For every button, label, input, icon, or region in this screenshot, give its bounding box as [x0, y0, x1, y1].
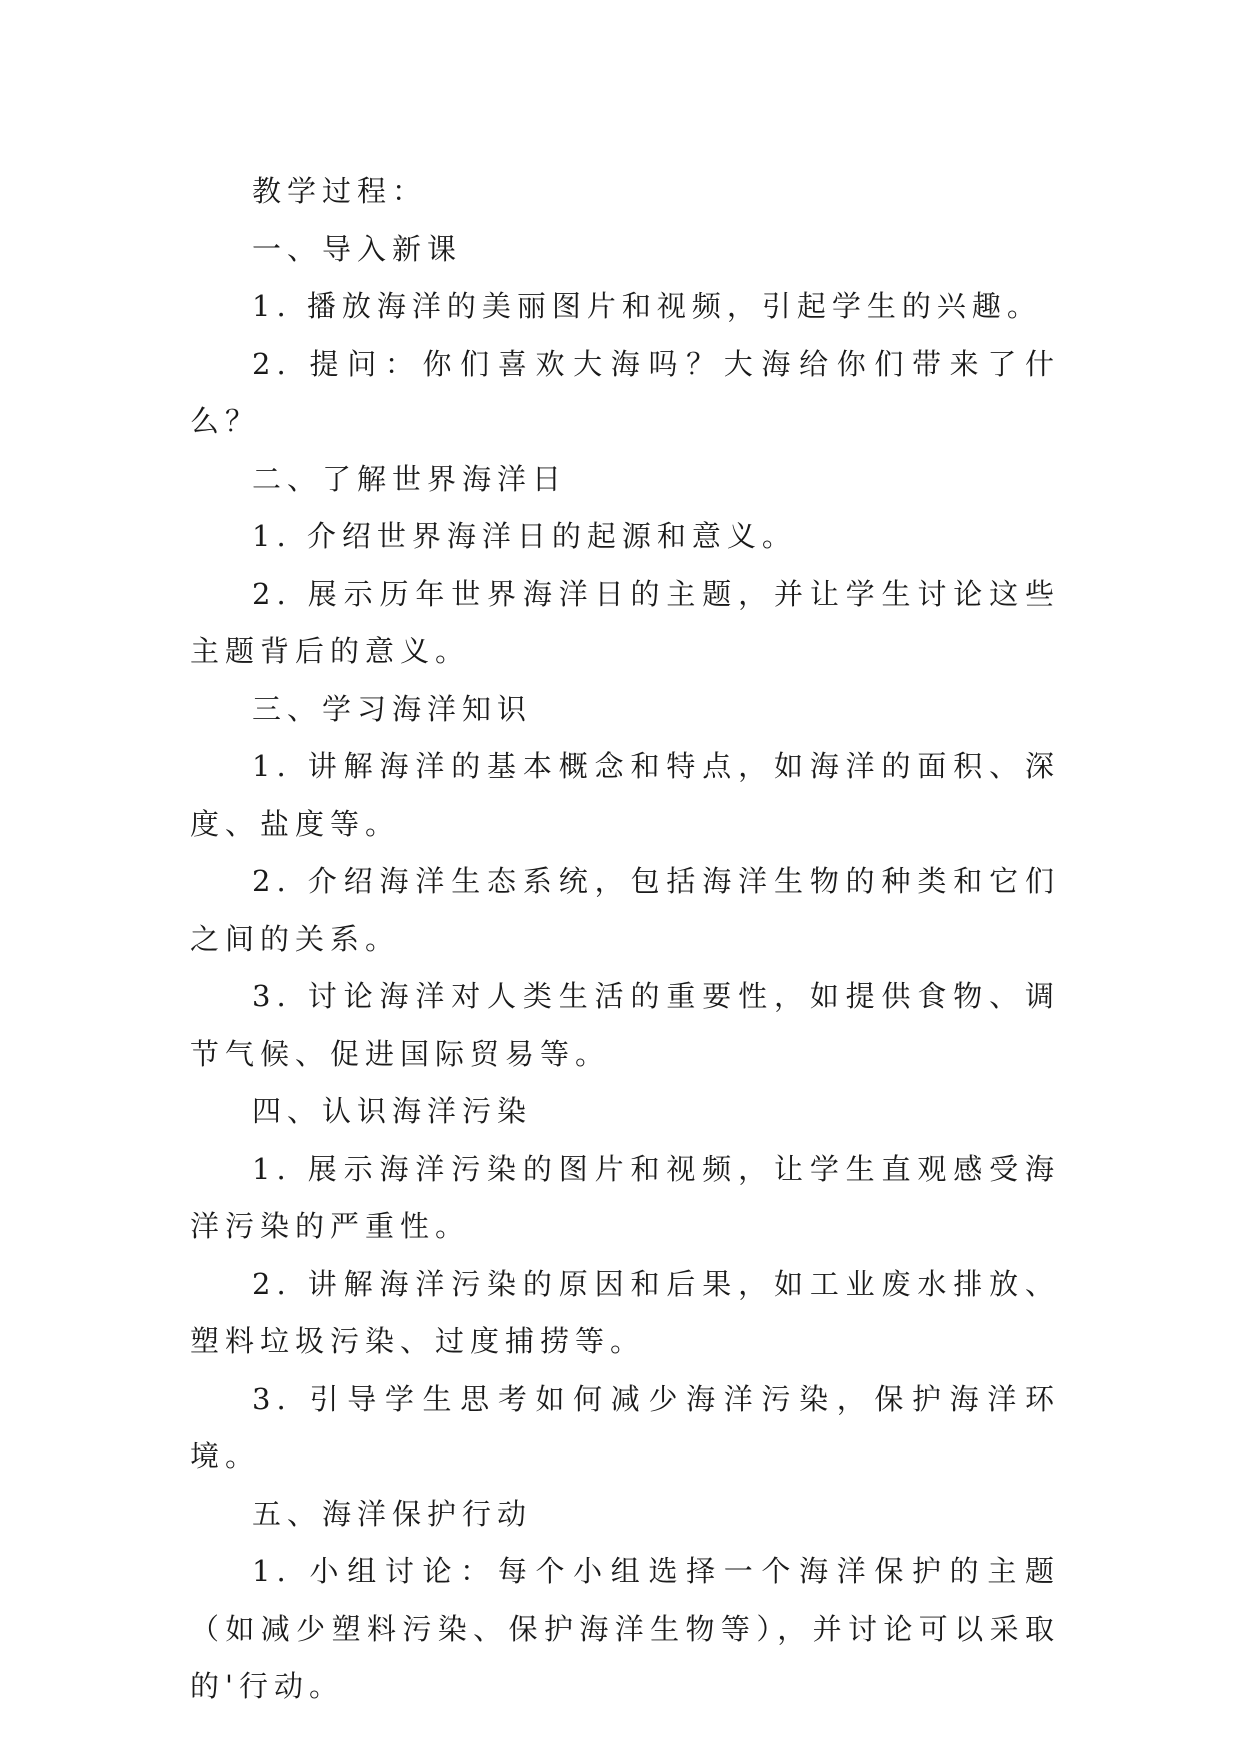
list-item: 3. 讨论海洋对人类生活的重要性，如提供食物、调节气候、促进国际贸易等。	[190, 979, 1060, 1071]
list-item: 1. 讲解海洋的基本概念和特点，如海洋的面积、深度、盐度等。	[190, 749, 1060, 841]
document-body	[190, 163, 1060, 1716]
section-heading-5: 五、海洋保护行动	[252, 1496, 533, 1531]
section-heading-3: 三、学习海洋知识	[252, 691, 533, 726]
list-item: 1. 展示海洋污染的图片和视频，让学生直观感受海洋污染的严重性。	[190, 1151, 1060, 1243]
section-heading-2: 二、了解世界海洋日	[252, 461, 568, 496]
list-item: 1. 介绍世界海洋日的起源和意义。	[252, 519, 797, 553]
list-item: 3. 引导学生思考如何减少海洋污染，保护海洋环境。	[190, 1381, 1060, 1473]
section-heading-4: 四、认识海洋污染	[252, 1094, 533, 1128]
list-item: 1. 小组讨论：每个小组选择一个海洋保护的主题（如减少塑料污染、保护海洋生物等），并讨论可以采取的'行动。	[190, 1554, 1060, 1703]
section-heading-1: 一、导入新课	[252, 231, 463, 266]
list-item: 2. 介绍海洋生态系统，包括海洋生物的种类和它们之间的关系。	[190, 864, 1060, 956]
list-item: 2. 展示历年世界海洋日的主题，并让学生讨论这些主题背后的意义。	[190, 576, 1060, 668]
heading-teaching-process: 教学过程：	[252, 174, 428, 208]
list-item: 2. 提问：你们喜欢大海吗？大海给你们带来了什么？	[190, 346, 1060, 438]
list-item: 2. 讲解海洋污染的原因和后果，如工业废水排放、塑料垃圾污染、过度捕捞等。	[190, 1266, 1060, 1358]
list-item: 1. 播放海洋的美丽图片和视频，引起学生的兴趣。	[252, 289, 1042, 323]
